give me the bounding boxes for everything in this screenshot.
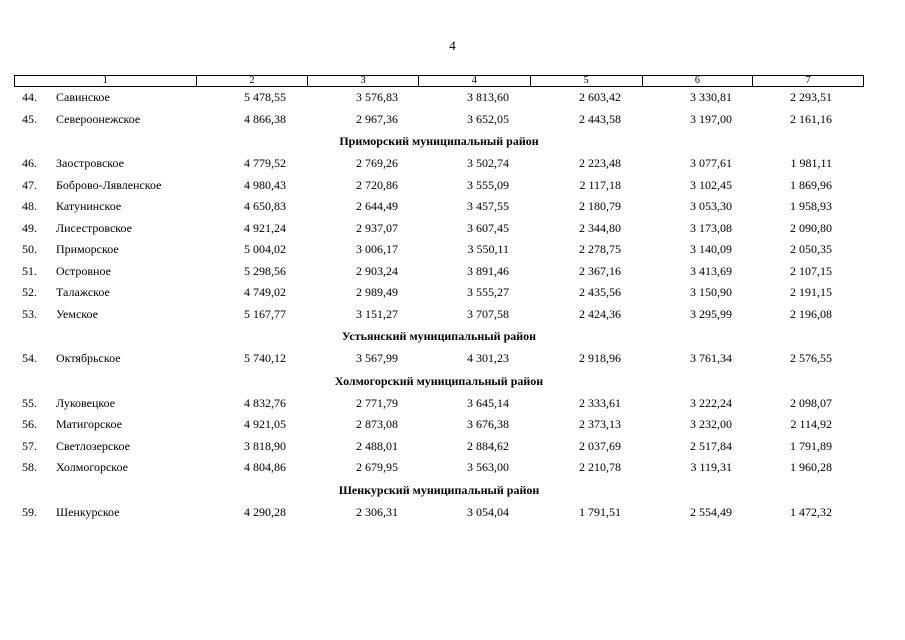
value-col-6: 3 119,31 (690, 460, 732, 474)
settlement-name: Талажское (56, 285, 110, 299)
header-cell-2: 2 (197, 76, 309, 86)
section-title: Холмогорский муниципальный район (334, 373, 544, 388)
value-col-4: 3 555,27 (467, 285, 509, 299)
row-number: 54. (22, 351, 37, 365)
value-col-4: 3 563,00 (467, 460, 509, 474)
value-col-2: 4 921,24 (244, 220, 286, 235)
value-col-4: 3 652,05 (467, 111, 509, 126)
header-cell-5: 5 (531, 76, 643, 86)
value-col-3: 2 644,49 (356, 199, 398, 213)
section-title: Шенкурский муниципальный район (338, 482, 540, 497)
value-col-5: 1 791,51 (579, 504, 621, 519)
settlement-name: Катунинское (56, 199, 122, 213)
settlement-name: Холмогорское (56, 460, 128, 474)
value-col-2: 4 921,05 (244, 417, 286, 431)
value-col-7: 2 107,15 (790, 263, 832, 278)
value-col-6: 3 761,34 (690, 351, 732, 365)
table-row (14, 153, 864, 175)
row-number: 57. (22, 438, 37, 453)
settlement-name: Савинское (56, 90, 110, 104)
value-col-3: 2 967,36 (356, 111, 398, 126)
value-col-5: 2 373,13 (579, 417, 621, 431)
row-number: 50. (22, 242, 37, 256)
value-col-2: 5 478,55 (244, 90, 286, 104)
header-cell-4: 4 (419, 76, 531, 86)
value-col-4: 3 676,38 (467, 417, 509, 431)
value-col-2: 4 866,38 (244, 111, 286, 126)
value-col-3: 2 937,07 (356, 220, 398, 235)
value-col-6: 3 232,00 (690, 417, 732, 431)
value-col-4: 3 707,58 (467, 306, 509, 321)
value-col-3: 2 903,24 (356, 263, 398, 278)
header-cell-3: 3 (308, 76, 419, 86)
value-col-5: 2 180,79 (579, 199, 621, 213)
value-col-4: 4 301,23 (467, 351, 509, 365)
row-number: 47. (22, 177, 37, 192)
header-cell-6: 6 (643, 76, 754, 86)
value-col-5: 2 117,18 (579, 177, 621, 192)
settlement-name: Светлозерское (56, 438, 130, 453)
value-col-5: 2 333,61 (579, 395, 621, 410)
value-col-3: 2 720,86 (356, 177, 398, 192)
table-row (14, 87, 864, 109)
value-col-7: 2 114,92 (790, 417, 832, 431)
settlement-name: Боброво-Лявленское (56, 177, 162, 192)
value-col-2: 4 832,76 (244, 395, 286, 410)
table-row (14, 282, 864, 304)
row-number: 44. (22, 90, 37, 104)
value-col-7: 2 196,08 (790, 306, 832, 321)
row-number: 46. (22, 156, 37, 170)
value-col-5: 2 344,80 (579, 220, 621, 235)
settlement-name: Луковецкое (56, 395, 116, 410)
value-col-7: 2 293,51 (790, 90, 832, 104)
value-col-2: 5 004,02 (244, 242, 286, 256)
page-number: 4 (449, 38, 456, 53)
value-col-4: 3 607,45 (467, 220, 509, 235)
value-col-4: 3 054,04 (467, 504, 509, 519)
table-row (14, 175, 864, 197)
value-col-3: 2 679,95 (356, 460, 398, 474)
value-col-6: 3 173,08 (690, 220, 732, 235)
value-col-4: 3 813,60 (467, 90, 509, 104)
table-row (14, 502, 864, 524)
value-col-6: 3 140,09 (690, 242, 732, 256)
value-col-6: 2 517,84 (690, 438, 732, 453)
value-col-7: 2 161,16 (790, 111, 832, 126)
value-col-2: 4 804,86 (244, 460, 286, 474)
value-col-5: 2 443,58 (579, 111, 621, 126)
settlement-name: Островное (56, 263, 111, 278)
value-col-7: 1 960,28 (790, 460, 832, 474)
value-col-3: 3 567,99 (356, 351, 398, 365)
value-col-7: 2 090,80 (790, 220, 832, 235)
value-col-2: 4 779,52 (244, 156, 286, 170)
value-col-7: 2 191,15 (790, 285, 832, 299)
value-col-2: 3 818,90 (244, 438, 286, 453)
value-col-4: 3 891,46 (467, 263, 509, 278)
header-cell-7: 7 (805, 75, 811, 86)
value-col-2: 4 980,43 (244, 177, 286, 192)
section-title: Приморский муниципальный район (339, 134, 539, 148)
value-col-6: 3 295,99 (690, 306, 732, 321)
value-col-3: 2 306,31 (356, 504, 398, 519)
row-number: 48. (22, 199, 37, 213)
value-col-3: 2 873,08 (356, 417, 398, 431)
value-col-4: 3 502,74 (467, 156, 509, 170)
value-col-7: 2 576,55 (790, 351, 832, 365)
settlement-name: Заостровское (56, 156, 124, 170)
table-row (14, 393, 864, 415)
row-number: 56. (22, 417, 37, 431)
row-number: 55. (22, 395, 37, 410)
row-number: 59. (22, 504, 37, 519)
value-col-4: 3 555,09 (467, 177, 509, 192)
table-header (14, 75, 864, 87)
value-col-5: 2 435,56 (579, 285, 621, 299)
table-row (14, 436, 864, 458)
value-col-7: 2 098,07 (790, 395, 832, 410)
row-number: 49. (22, 220, 37, 235)
value-col-4: 3 457,55 (467, 199, 509, 213)
value-col-6: 3 150,90 (690, 285, 732, 299)
settlement-name: Октябрьское (56, 351, 121, 365)
table-row (14, 261, 864, 283)
settlement-name: Приморское (56, 242, 119, 256)
table-body (14, 87, 864, 523)
value-col-4: 3 645,14 (467, 395, 509, 410)
value-col-2: 5 740,12 (244, 351, 286, 365)
row-number: 52. (22, 285, 37, 299)
value-col-7: 1 958,93 (790, 199, 832, 213)
value-col-7: 1 869,96 (790, 177, 832, 192)
value-col-4: 2 884,62 (467, 438, 509, 453)
table-row (14, 457, 864, 479)
table-row (14, 304, 864, 326)
value-col-3: 3 151,27 (356, 306, 398, 321)
table-row (14, 218, 864, 240)
value-col-5: 2 424,36 (579, 306, 621, 321)
value-col-6: 3 077,61 (690, 156, 732, 170)
value-col-5: 2 278,75 (579, 242, 621, 256)
value-col-6: 2 554,49 (690, 504, 732, 519)
value-col-2: 4 650,83 (244, 199, 286, 213)
settlement-name: Североонежское (56, 111, 141, 126)
value-col-3: 3 006,17 (356, 242, 398, 256)
table-row (14, 196, 864, 218)
value-col-5: 2 367,16 (579, 263, 621, 278)
settlement-name: Лисестровское (56, 220, 132, 235)
value-col-5: 2 223,48 (579, 156, 621, 170)
value-col-6: 3 413,69 (690, 263, 732, 278)
value-col-7: 1 981,11 (790, 156, 832, 170)
table-row (14, 414, 864, 436)
value-col-3: 2 488,01 (356, 438, 398, 453)
value-col-6: 3 330,81 (690, 90, 732, 104)
value-col-2: 5 298,56 (244, 263, 286, 278)
table-row (14, 348, 864, 370)
value-col-7: 2 050,35 (790, 242, 832, 256)
value-col-3: 3 576,83 (356, 90, 398, 104)
value-col-6: 3 053,30 (690, 199, 732, 213)
value-col-3: 2 769,26 (356, 156, 398, 170)
value-col-7: 1 472,32 (790, 504, 832, 519)
value-col-7: 1 791,89 (790, 438, 832, 453)
value-col-6: 3 197,00 (690, 111, 732, 126)
value-col-5: 2 918,96 (579, 351, 621, 365)
value-col-5: 2 037,69 (579, 438, 621, 453)
row-number: 53. (22, 306, 37, 321)
value-col-6: 3 222,24 (690, 395, 732, 410)
table-row (14, 239, 864, 261)
settlement-name: Шенкурское (56, 504, 120, 519)
value-col-2: 4 290,28 (244, 504, 286, 519)
value-col-5: 2 210,78 (579, 460, 621, 474)
section-title: Устьянский муниципальный район (341, 329, 537, 343)
value-col-2: 4 749,02 (244, 285, 286, 299)
row-number: 58. (22, 460, 37, 474)
value-col-3: 2 771,79 (356, 395, 398, 410)
header-cell-1: 1 (15, 76, 197, 86)
table-row (14, 109, 864, 131)
settlement-name: Уемское (56, 306, 98, 321)
row-number: 45. (22, 111, 37, 126)
value-col-5: 2 603,42 (579, 90, 621, 104)
value-col-6: 3 102,45 (690, 177, 732, 192)
value-col-3: 2 989,49 (356, 285, 398, 299)
value-col-4: 3 550,11 (467, 242, 509, 256)
value-col-2: 5 167,77 (244, 306, 286, 321)
row-number: 51. (22, 263, 37, 278)
settlement-name: Матигорское (56, 417, 122, 431)
